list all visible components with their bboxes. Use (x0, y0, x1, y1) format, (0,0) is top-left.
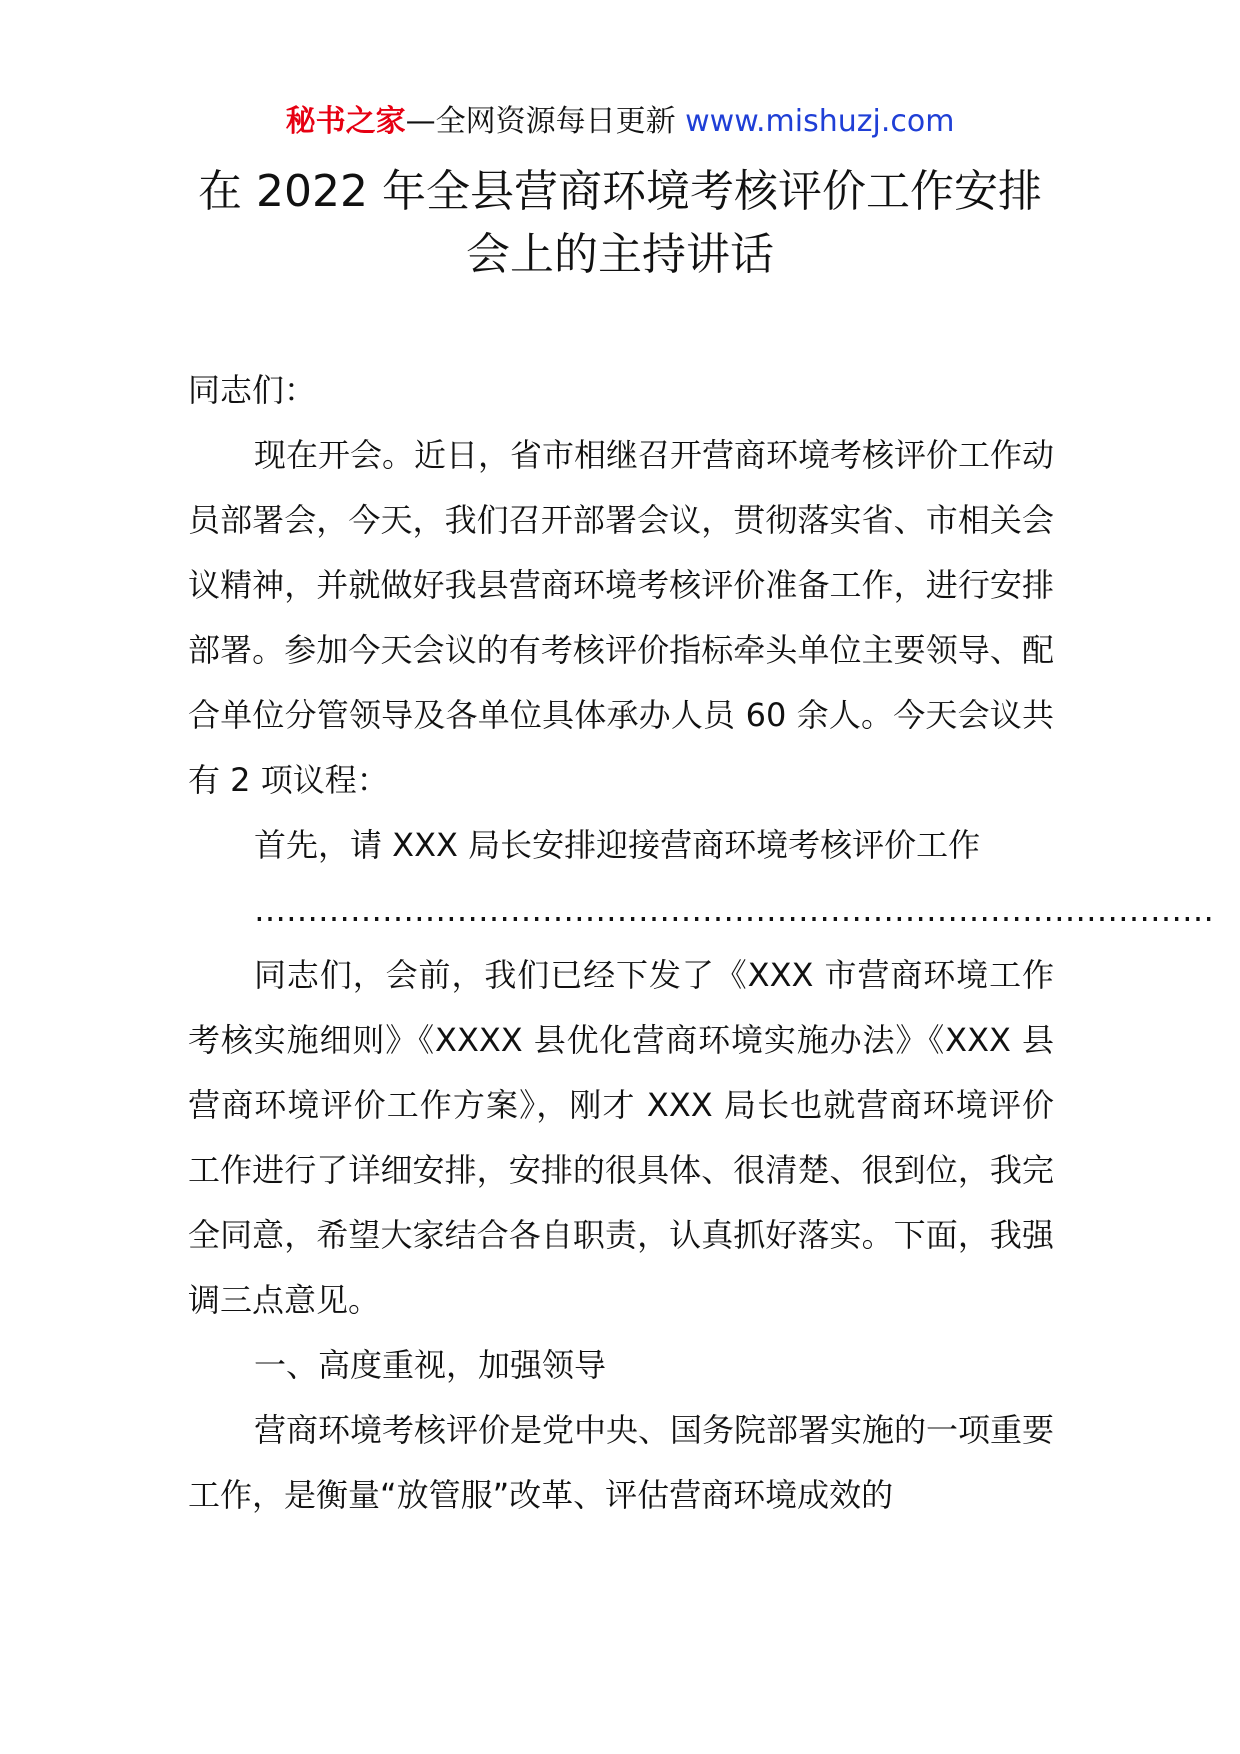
paragraph-agenda-first: 首先，请 XXX 局长安排迎接营商环境考核评价工作 (254, 826, 981, 864)
paragraph-ellipsis: ……………………………………………………………………………… (254, 891, 1214, 929)
document-title (180, 160, 1060, 286)
salutation: 同志们： (188, 371, 317, 409)
paragraph-section-1: 营商环境考核评价是党中央、国务院部署实施的一项重要工作，是衡量“放管服”改革、评估营商环境成效的 (188, 1411, 1055, 1514)
title-line-2: 会上的主持讲话 (466, 229, 774, 280)
site-url-link[interactable]: www.mishuzj.com (685, 104, 955, 139)
title-line-1: 在 2022 年全县营商环境考核评价工作安排 (198, 166, 1042, 217)
site-slogan: —全网资源每日更新 (405, 104, 676, 139)
paragraph-remarks: 同志们，会前，我们已经下发了《XXX 市营商环境工作考核实施细则》《XXXX 县优化营商环境实施办法》《XXX 县营商环境评价工作方案》，刚才 XXX 局长也就营商环境评价工作进行了详细安排，安排的很具体、很清楚、很到位，我完全同意，希望大家结合各自职责，认真抓好落实。下面，我强调三点意见。 (188, 956, 1054, 1319)
site-header (0, 100, 1240, 144)
document-body (188, 358, 1214, 1528)
paragraph-opening: 现在开会。近日，省市相继召开营商环境考核评价工作动员部署会，今天，我们召开部署会议，贯彻落实省、市相关会议精神，并就做好我县营商环境考核评价准备工作，进行安排部署。参加今天会议的有考核评价指标牵头单位主要领导、配合单位分管领导及各单位具体承办人员 60 余人。今天会议共有 2 项议程： (188, 436, 1055, 799)
site-brand: 秘书之家 (285, 104, 406, 139)
section-heading-1: 一、高度重视，加强领导 (254, 1346, 607, 1384)
